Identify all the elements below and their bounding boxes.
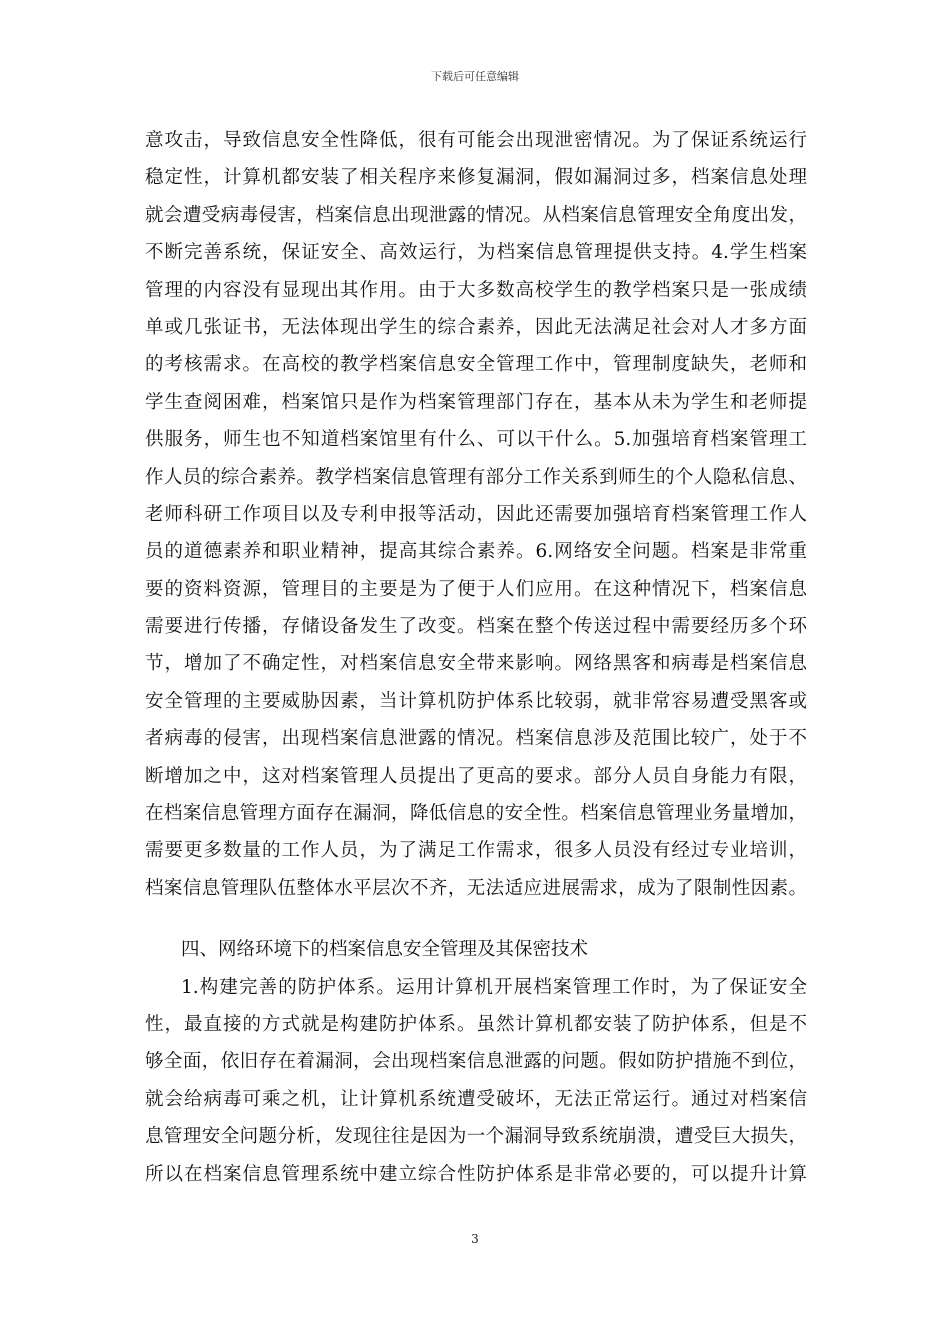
text-line: 的考核需求。在高校的教学档案信息安全管理工作中，管理制度缺失，老师和	[145, 354, 807, 376]
text-line: 管理的内容没有显现出其作用。由于大多数高校学生的教学档案只是一张成绩	[145, 279, 807, 301]
text-line: 需要进行传播，存储设备发生了改变。档案在整个传送过程中需要经历多个环	[145, 616, 807, 638]
text-line: 安全管理的主要威胁因素，当计算机防护体系比较弱，就非常容易遭受黑客或	[145, 690, 807, 712]
paragraph-1	[145, 122, 807, 907]
text-line: 老师科研工作项目以及专利申报等活动，因此还需要加强培育档案管理工作人	[145, 503, 807, 525]
text-line: 不断完善系统，保证安全、高效运行，为档案信息管理提供支持。4.学生档案	[145, 242, 807, 264]
page-number: 3	[471, 1232, 479, 1246]
text-line: 学生查阅困难，档案馆只是作为档案管理部门存在，基本从未为学生和老师提	[145, 391, 807, 413]
paragraph-spacer	[145, 907, 807, 931]
text-line: 供服务，师生也不知道档案馆里有什么、可以干什么。5.加强培育档案管理工	[145, 429, 807, 451]
text-line: 需要更多数量的工作人员，为了满足工作需求，很多人员没有经过专业培训，	[145, 840, 807, 862]
text-line: 够全面，依旧存在着漏洞，会出现档案信息泄露的问题。假如防护措施不到位，	[145, 1051, 807, 1073]
section-heading: 四、网络环境下的档案信息安全管理及其保密技术	[181, 939, 589, 961]
paragraph-2	[145, 969, 807, 1193]
text-line: 在档案信息管理方面存在漏洞，降低信息的安全性。档案信息管理业务量增加，	[145, 803, 807, 825]
page-header: 下载后可任意编辑	[431, 70, 519, 83]
text-line: 意攻击，导致信息安全性降低，很有可能会出现泄密情况。为了保证系统运行	[145, 130, 807, 151]
text-line: 性，最直接的方式就是构建防护体系。虽然计算机都安装了防护体系，但是不	[145, 1013, 807, 1035]
text-line: 所以在档案信息管理系统中建立综合性防护体系是非常必要的，可以提升计算	[145, 1163, 807, 1185]
text-line: 作人员的综合素养。教学档案信息管理有部分工作关系到师生的个人隐私信息、	[145, 466, 807, 488]
text-line: 稳定性，计算机都安装了相关程序来修复漏洞，假如漏洞过多，档案信息处理	[145, 167, 807, 189]
text-line: 1.构建完善的防护体系。运用计算机开展档案管理工作时，为了保证安全	[181, 976, 807, 998]
text-line: 就会给病毒可乘之机，让计算机系统遭受破坏，无法正常运行。通过对档案信	[145, 1088, 807, 1110]
text-line: 息管理安全问题分析，发现往往是因为一个漏洞导致系统崩溃，遭受巨大损失，	[145, 1126, 807, 1148]
text-line: 员的道德素养和职业精神，提高其综合素养。6.网络安全问题。档案是非常重	[145, 541, 807, 563]
text-line: 节，增加了不确定性，对档案信息安全带来影响。网络黑客和病毒是档案信息	[145, 653, 807, 675]
text-line: 单或几张证书，无法体现出学生的综合素养，因此无法满足社会对人才多方面	[145, 316, 807, 338]
text-line: 档案信息管理队伍整体水平层次不齐，无法适应进展需求，成为了限制性因素。	[145, 877, 807, 899]
text-line: 就会遭受病毒侵害，档案信息出现泄露的情况。从档案信息管理安全角度出发，	[145, 204, 807, 226]
text-line: 断增加之中，这对档案管理人员提出了更高的要求。部分人员自身能力有限，	[145, 765, 807, 787]
text-line: 者病毒的侵害，出现档案信息泄露的情况。档案信息涉及范围比较广，处于不	[145, 728, 807, 750]
text-line: 要的资料资源，管理目的主要是为了便于人们应用。在这种情况下，档案信息	[145, 578, 807, 600]
document-body	[145, 122, 807, 1193]
